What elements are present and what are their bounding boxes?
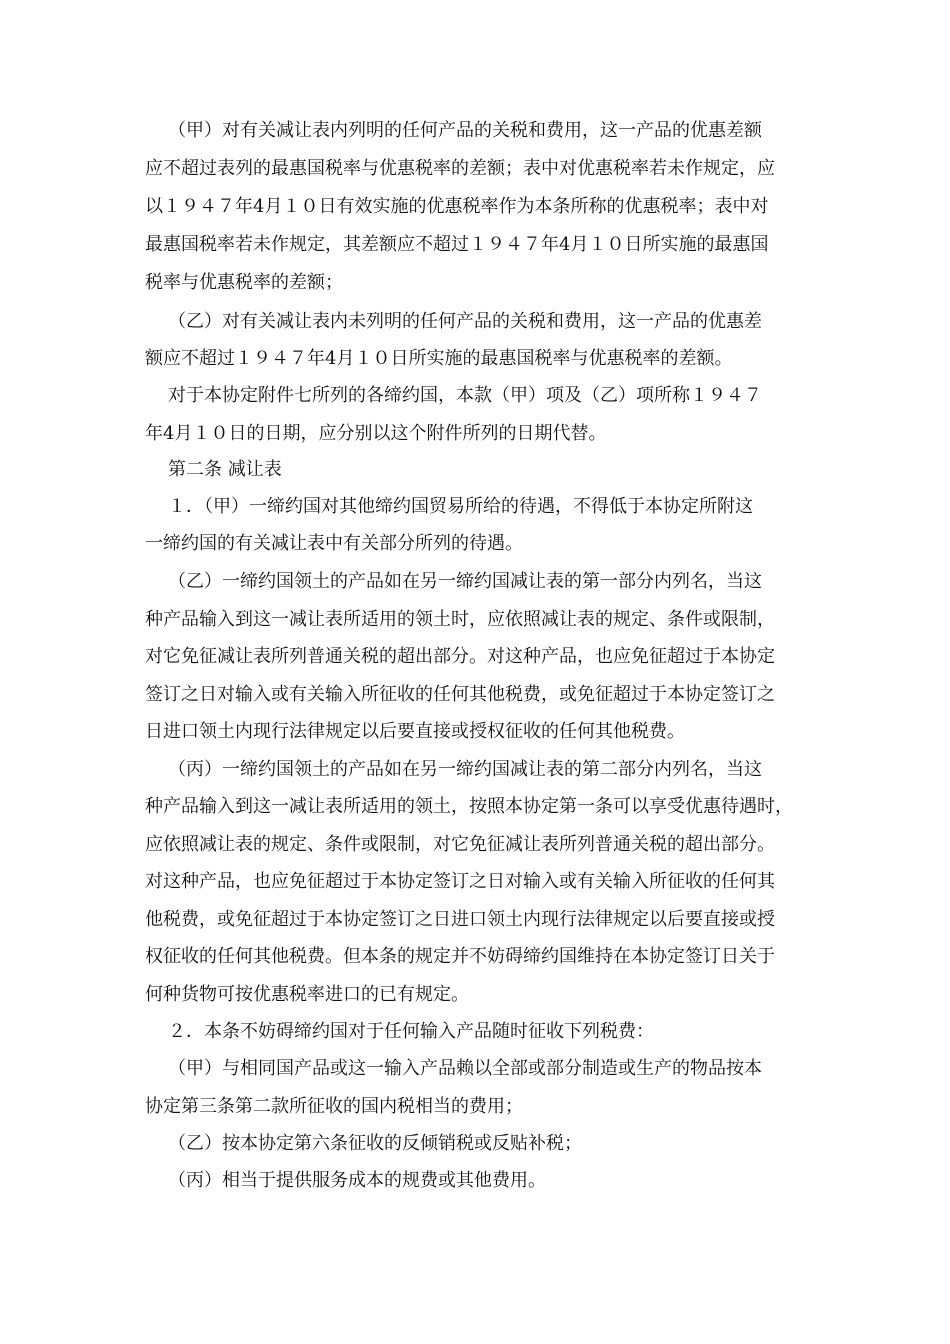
paragraph-line: 权征收的任何其他税费。但本条的规定并不妨碍缔约国维持在本协定签订日关于 [145,946,775,967]
paragraph-line: 应不超过表列的最惠国税率与优惠税率的差额；表中对优惠税率若未作规定，应 [145,158,775,179]
paragraph-line: 最惠国税率若未作规定，其差额应不超过１９４７年4月１０日所实施的最惠国 [145,234,769,255]
paragraph-line: （丙）一缔约国领土的产品如在另一缔约国减让表的第二部分内列名，当这 [168,759,762,780]
paragraph-line: 一缔约国的有关减让表中有关部分所列的待遇。 [145,533,523,554]
paragraph-line: （甲）与相同国产品或这一输入产品赖以全部或部分制造或生产的物品按本 [168,1058,762,1079]
paragraph-line: 种产品输入到这一减让表所适用的领土时，应依照减让表的规定、条件或限制， [145,609,775,630]
paragraph-line: （乙）按本协定第六条征收的反倾销税或反贴补税； [168,1133,582,1154]
paragraph-line: 年4月１０日的日期，应分别以这个附件所列的日期代替。 [145,423,607,444]
paragraph-line: １．（甲）一缔约国对其他缔约国贸易所给的待遇，不得低于本协定所附这 [168,496,753,517]
paragraph-line: 签订之日对输入或有关输入所征收的任何其他税费，或免征超过于本协定签订之 [145,684,775,705]
paragraph-line: 何种货物可按优惠税率进口的已有规定。 [145,984,469,1005]
paragraph-line: （甲）对有关减让表内列明的任何产品的关税和费用，这一产品的优惠差额 [168,120,762,141]
paragraph-line: （丙）相当于提供服务成本的规费或其他费用。 [168,1170,546,1191]
section-heading: 第二条 减让表 [168,459,282,480]
paragraph-line: 种产品输入到这一减让表所适用的领土，按照本协定第一条可以享受优惠待遇时， [145,796,793,817]
paragraph-line: 额应不超过１９４７年4月１０日所实施的最惠国税率与优惠税率的差额。 [145,348,733,369]
paragraph-line: 日进口领土内现行法律规定以后要直接或授权征收的任何其他税费。 [145,721,685,742]
paragraph-line: ２．本条不妨碍缔约国对于任何输入产品随时征收下列税费： [168,1021,654,1042]
paragraph-line: 以１９４７年4月１０日有效实施的优惠税率作为本条所称的优惠税率；表中对 [145,196,769,217]
paragraph-line: 对于本协定附件七所列的各缔约国，本款（甲）项及（乙）项所称１９４７ [168,385,762,406]
paragraph-line: 对它免征减让表所列普通关税的超出部分。对这种产品，也应免征超过于本协定 [145,646,775,667]
paragraph-line: 对这种产品，也应免征超过于本协定签订之日对输入或有关输入所征收的任何其 [145,871,775,892]
paragraph-line: 他税费，或免征超过于本协定签订之日进口领土内现行法律规定以后要直接或授 [145,909,775,930]
paragraph-line: （乙）对有关减让表内未列明的任何产品的关税和费用，这一产品的优惠差 [168,311,762,332]
paragraph-line: 税率与优惠税率的差额； [145,272,343,293]
paragraph-line: 应依照减让表的规定、条件或限制，对它免征减让表所列普通关税的超出部分。 [145,834,775,855]
paragraph-line: 协定第三条第二款所征收的国内税相当的费用； [145,1096,523,1117]
paragraph-line: （乙）一缔约国领土的产品如在另一缔约国减让表的第一部分内列名，当这 [168,571,762,592]
